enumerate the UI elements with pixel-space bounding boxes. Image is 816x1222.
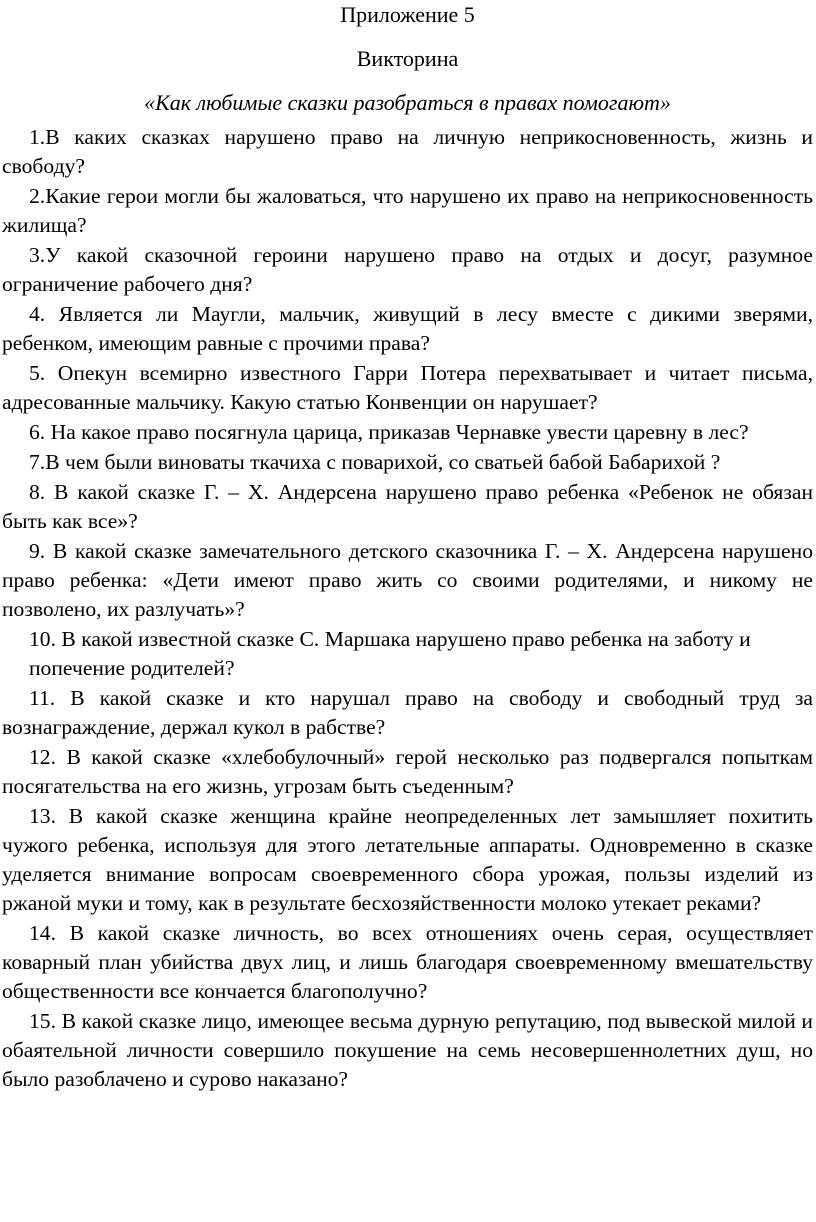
question-6: 6. На какое право посягнула царица, приказав Чернавке увести царевну в лес? [29, 420, 749, 444]
question-15: 15. В какой сказке лицо, имеющее весьма дурную репутацию, под вывеской милой и обаятельной личности совершило покушение на семь несовершеннолетних душ, но было разоблачено и сурово наказано? [2, 1009, 813, 1091]
question-5: 5. Опекун всемирно известного Гарри Потера перехватывает и читает письма, адресованные мальчику. Какую статью Конвенции он нарушает? [2, 361, 813, 414]
question-14: 14. В какой сказке личность, во всех отношениях очень серая, осуществляет коварный план убийства двух лиц, и лишь благодаря своевременному вмешательству общественности все кончается благополучно? [2, 921, 813, 1003]
question-8: 8. В какой сказке Г. – Х. Андерсена нарушено право ребенка «Ребенок не обязан быть как все»? [2, 480, 813, 533]
question-3: 3.У какой сказочной героини нарушено право на отдых и досуг, разумное ограничение рабочего дня? [2, 243, 813, 296]
document-page [0, 1, 816, 1222]
question-10: 10. В какой известной сказке С. Маршака нарушено право ребенка на заботу и попечение родителей? [29, 627, 751, 680]
question-2: 2.Какие герои могли бы жаловаться, что нарушено их право на неприкосновенность жилища? [2, 184, 813, 237]
question-13: 13. В какой сказке женщина крайне неопределенных лет замышляет похитить чужого ребенка, используя для этого летательные аппараты. Одновременно в сказке уделяется внимание вопросам своевременного сбора урожая, пользы изделий из ржаной муки и тому, как в результате бесхозяйственности молоко утекает реками? [2, 804, 813, 915]
question-9: 9. В какой сказке замечательного детского сказочника Г. – Х. Андерсена нарушено право ребенка: «Дети имеют право жить со своими родителями, и никому не позволено, их разлучать»? [2, 539, 813, 621]
question-4: 4. Является ли Маугли, мальчик, живущий в лесу вместе с дикими зверями, ребенком, имеющим равные с прочими права? [2, 302, 813, 355]
question-11: 11. В какой сказке и кто нарушал право на свободу и свободный труд за вознаграждение, держал кукол в рабстве? [2, 686, 813, 739]
quiz-title: Викторина [356, 46, 459, 71]
question-1: 1.В каких сказках нарушено право на личную неприкосновенность, жизнь и свободу? [2, 125, 813, 178]
question-12: 12. В какой сказке «хлебобулочный» герой несколько раз подвергался попыткам посягательства на его жизнь, угрозам быть съеденным? [2, 745, 813, 798]
quiz-subtitle: «Как любимые сказки разобраться в правах помогают» [144, 90, 671, 115]
question-7: 7.В чем были виноваты ткачиха с поварихой, со сватьей бабой Бабарихой ? [29, 450, 721, 474]
appendix-label: Приложение 5 [340, 2, 475, 27]
